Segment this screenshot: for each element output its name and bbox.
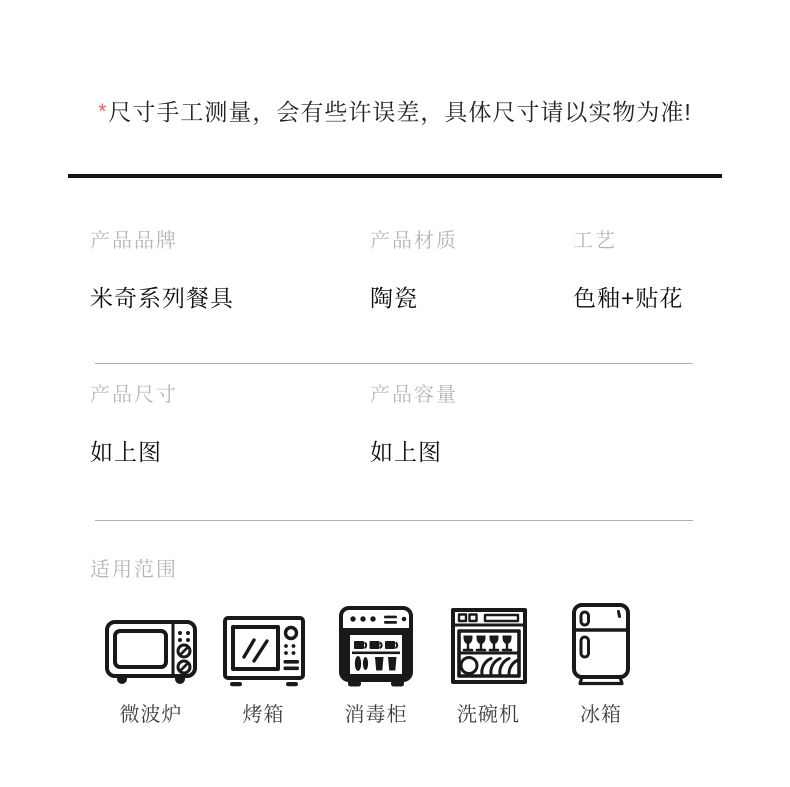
- appliance-label: 烤箱: [242, 704, 285, 726]
- appliance-label: 冰箱: [580, 704, 622, 726]
- spec-label: 产品尺寸: [90, 384, 178, 406]
- spec-brand: [90, 228, 234, 313]
- dishwasher-icon: [451, 600, 527, 687]
- spec-label: 产品容量: [370, 384, 458, 406]
- spec-label: 产品材质: [370, 230, 458, 252]
- spec-label: 工艺: [573, 230, 617, 252]
- appliance-oven: [211, 600, 317, 727]
- spec-size: [90, 382, 178, 467]
- appliance-microwave: [98, 600, 204, 727]
- spec-capacity: [370, 382, 458, 467]
- oven-icon: [223, 600, 305, 687]
- spec-craft: [573, 228, 683, 313]
- divider-line: [95, 363, 693, 364]
- measurement-disclaimer: [0, 97, 790, 127]
- divider-line: [95, 520, 693, 521]
- appliance-fridge: [548, 600, 654, 727]
- sterilizer-icon: [339, 600, 413, 687]
- appliance-sterilizer: [323, 600, 429, 727]
- spec-value: 陶瓷: [370, 285, 418, 311]
- appliance-label: 消毒柜: [344, 704, 408, 726]
- appliance-label: 微波炉: [119, 704, 183, 726]
- microwave-icon: [105, 600, 197, 687]
- appliance-row: [98, 600, 654, 727]
- spec-value: 色釉+贴花: [573, 285, 684, 311]
- spec-material: [370, 228, 458, 313]
- disclaimer-text: 尺寸手工测量，会有些许误差，具体尺寸请以实物为准!: [108, 99, 692, 125]
- appliance-label: 洗碗机: [457, 704, 520, 726]
- scope-section-label: 适用范围: [90, 559, 178, 581]
- appliance-dishwasher: [436, 600, 542, 727]
- spec-value: 米奇系列餐具: [90, 285, 234, 311]
- section-rule: [68, 174, 722, 178]
- spec-value: 如上图: [90, 439, 162, 465]
- spec-label: 产品品牌: [90, 230, 178, 252]
- asterisk-mark: *: [98, 100, 108, 123]
- spec-value: 如上图: [370, 439, 442, 465]
- fridge-icon: [571, 600, 631, 687]
